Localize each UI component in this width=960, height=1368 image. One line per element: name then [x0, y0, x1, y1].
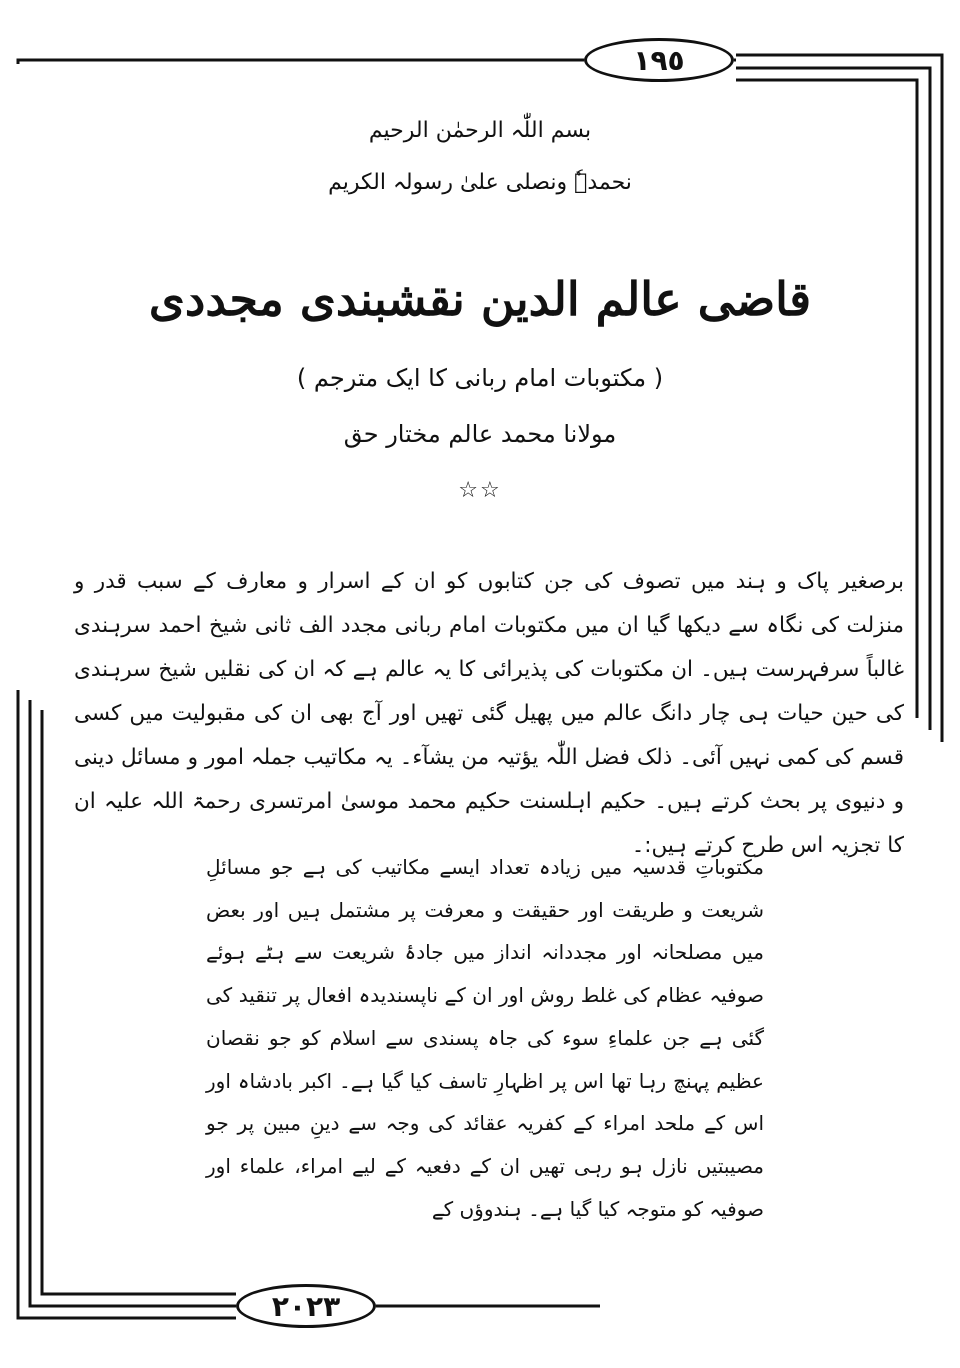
article-title: قاضی عالم الدین نقشبندی مجددی — [148, 272, 812, 326]
body-paragraph: برصغیر پاک و ہند میں تصوف کی جن کتابوں کو ان کے اسرار و معارف کے سبب قدر و منزلت کی نگاہ سے دیکھا گیا ان میں مکتوبات امام ربانی مجدد الف ثانی شیخ احمد سرہندی غالباً سرفہرست ہیں۔ ان مکتوبات کی پذیرائی کا یہ عالم ہے کہ ان کی نقلیں شیخ سرہندی کی حین حیات ہی چار دانگ عالم میں پھیل گئی تھیں اور آج بھی ان کی مقبولیت میں کسی قسم کی کمی نہیں آئی۔ ذلک فضل اللّٰہ یؤتیہ من یشآء۔ یہ مکاتیب جملہ امور و مسائل دینی و دنیوی پر بحث کرتے ہیں۔ حکیم اہلسنت حکیم محمد موسیٰ امرتسری رحمۃ اللہ علیہ ان کا تجزیہ اس طرح کرتے ہیں:۔ — [74, 569, 904, 858]
page-number-bottom: ٢٠٢٣ — [236, 1284, 376, 1328]
section-stars: ☆☆ — [458, 478, 502, 503]
article-subtitle: ( مکتوبات امام ربانی کا ایک مترجم ) — [296, 364, 664, 392]
page-number-top: ١٩٥ — [584, 38, 734, 82]
bismillah-line: بسم اللّٰہ الرحمٰن الرحیم — [368, 118, 592, 143]
frame-line-left-of-oval — [18, 60, 584, 64]
hamd-line: نحمدہٗ ونصلی علیٰ رسولہ الکریم — [328, 170, 632, 195]
author-name: مولانا محمد عالم مختار حق — [343, 420, 617, 448]
block-quote: مکتوباتِ قدسیہ میں زیادہ تعداد ایسے مکاتیب کی ہے جو مسائلِ شریعت و طریقت اور حقیقت و معرفت پر مشتمل ہیں اور بعض میں مصلحانہ اور مجددانہ انداز میں جادۂ شریعت سے ہٹے ہوئے صوفیہ عظام کی غلط روش اور ان کے ناپسندیدہ افعال پر تنقید کی گئی ہے جن علماءِ سوء کی جاہ پسندی سے اسلام کو جو نقصان عظیم پہنچ رہا تھا اس پر اظہارِ تاسف کیا گیا ہے۔ اکبر بادشاہ اور اس کے ملحد امراء کے کفریہ عقائد کی وجہ سے دینِ مبین پر جو مصیبتیں نازل ہو رہی تھیں ان کے دفعیہ کے لیے امراء، علماء اور صوفیہ کو متوجہ کیا گیا ہے۔ ہندوؤں کے — [206, 855, 764, 1221]
